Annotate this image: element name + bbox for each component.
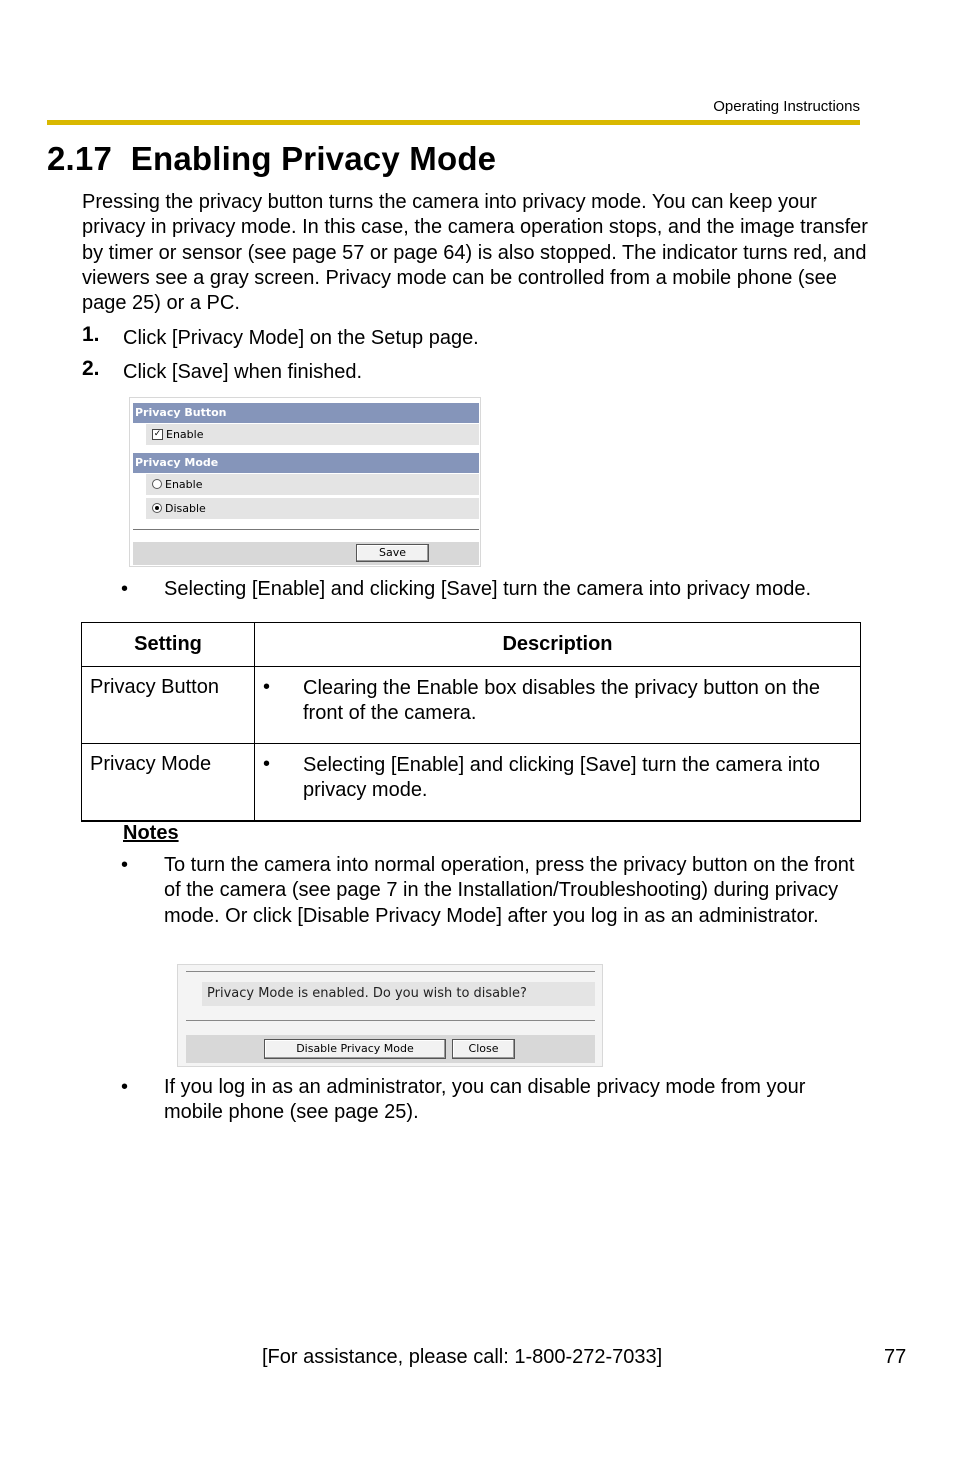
column-header-description: Description — [255, 623, 861, 667]
page-number: 77 — [884, 1346, 907, 1368]
table-row — [82, 744, 861, 822]
divider — [186, 1020, 595, 1021]
bullet-icon: • — [121, 1076, 129, 1098]
step-text: Click [Save] when finished. — [123, 361, 363, 383]
notes-heading: Notes — [123, 822, 179, 844]
bullet-icon: • — [121, 578, 129, 600]
settings-table — [81, 622, 861, 822]
setting-cell: Privacy Button — [82, 667, 255, 744]
radio-disable[interactable] — [152, 503, 162, 513]
close-button[interactable]: Close — [452, 1039, 515, 1059]
table-header-row — [82, 623, 861, 667]
privacy-status-message: Privacy Mode is enabled. Do you wish to disable? — [202, 982, 595, 1006]
radio-enable[interactable] — [152, 479, 162, 489]
bullet-text: Selecting [Enable] and clicking [Save] turn the camera into privacy mode. — [164, 578, 812, 600]
note-item — [121, 1075, 861, 1127]
enable-checkbox-label: Enable — [166, 428, 204, 441]
description-text: Clearing the Enable box disables the privacy button on the front of the camera. — [303, 677, 821, 724]
privacy-settings-screenshot — [129, 397, 481, 567]
enable-checkbox-row[interactable] — [146, 424, 479, 445]
radio-enable-row[interactable] — [146, 474, 479, 495]
bullet-icon: • — [121, 854, 129, 876]
divider — [186, 971, 595, 972]
running-header: Operating Instructions — [713, 98, 860, 115]
description-text: Selecting [Enable] and clicking [Save] turn the camera into privacy mode. — [303, 754, 820, 801]
assistance-footer: [For assistance, please call: 1-800-272-7033] — [262, 1346, 663, 1368]
intro-paragraph: Pressing the privacy button turns the camera into privacy mode. You can keep your privacy in privacy mode. In this case, the camera operation stops, and the image transfer by timer or sensor (see page 57 or page 64) is also stopped. The indicator turns red, and viewers see a gray screen. Privacy mode can be controlled from a mobile phone (see page 25) or a PC. — [82, 191, 868, 315]
column-header-setting: Setting — [82, 623, 255, 667]
table-row — [82, 667, 861, 744]
bullet-icon: • — [263, 676, 271, 698]
radio-disable-row[interactable] — [146, 498, 479, 519]
note-item — [121, 853, 861, 954]
step-number: 2. — [82, 357, 100, 380]
divider — [133, 529, 479, 530]
description-cell — [255, 744, 861, 822]
radio-enable-label: Enable — [165, 478, 203, 491]
disable-privacy-screenshot — [177, 964, 603, 1067]
note-text: To turn the camera into normal operation, press the privacy button on the front of the camera (see page 7 in the Installation/Troubleshooting) during privacy mode. Or click [Disable Privacy Mode] after you log in as an administrator. — [164, 854, 855, 927]
button-bar — [133, 542, 479, 565]
note-text: If you log in as an administrator, you can disable privacy mode from your mobile phone (see page 25). — [164, 1076, 806, 1124]
save-button[interactable]: Save — [356, 544, 429, 562]
step-text: Click [Privacy Mode] on the Setup page. — [123, 327, 479, 349]
enable-checkbox[interactable]: ✓ — [153, 428, 162, 439]
disable-privacy-mode-button[interactable]: Disable Privacy Mode — [264, 1039, 446, 1059]
button-bar — [186, 1035, 595, 1063]
privacy-button-header: Privacy Button — [133, 403, 479, 423]
step-number: 1. — [82, 323, 100, 346]
radio-disable-label: Disable — [165, 502, 206, 515]
privacy-mode-header: Privacy Mode — [133, 453, 479, 473]
header-rule — [47, 120, 860, 125]
section-title: 2.17 Enabling Privacy Mode — [47, 140, 497, 177]
bullet-icon: • — [263, 753, 271, 775]
description-cell — [255, 667, 861, 744]
setting-cell: Privacy Mode — [82, 744, 255, 822]
